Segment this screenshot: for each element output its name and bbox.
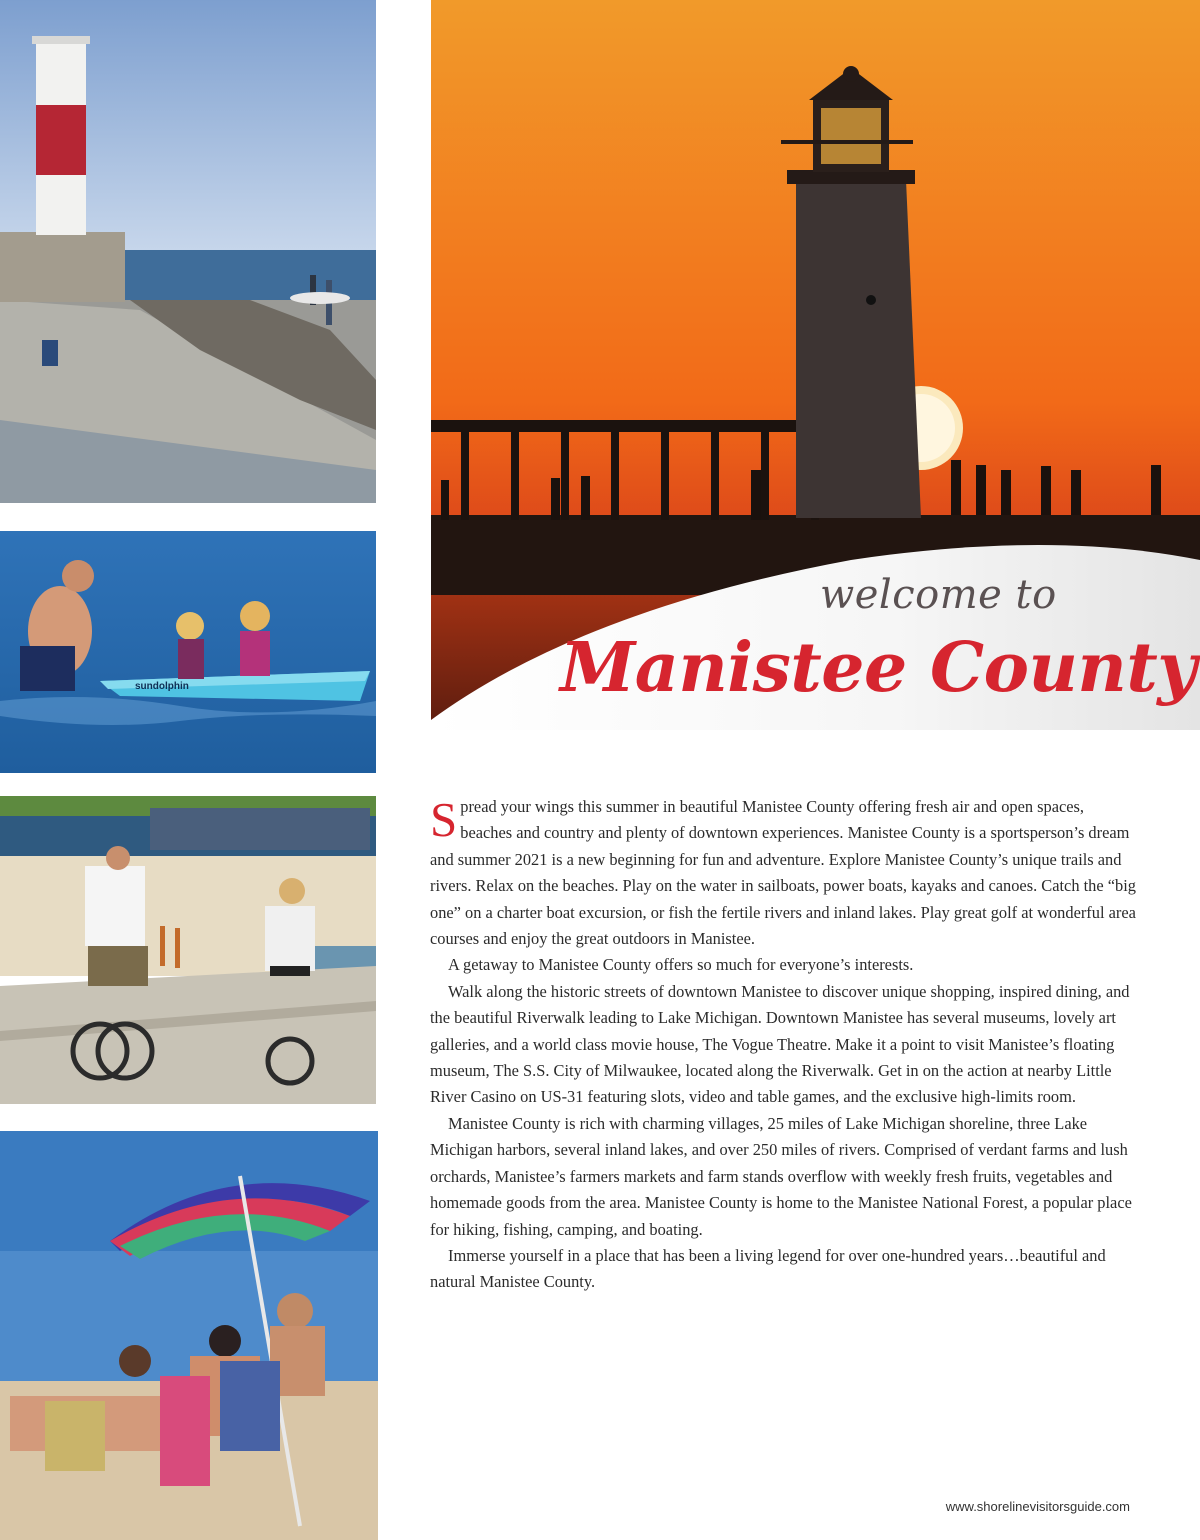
- photo-beach-umbrella: [0, 1131, 378, 1540]
- welcome-subtitle: welcome to: [820, 572, 1057, 618]
- photo-bike-riders: [0, 796, 376, 1104]
- kayak-brand-label: sundolphin: [135, 681, 189, 692]
- page-title: Manistee County: [560, 628, 1197, 708]
- photo-lighthouse-sunset: [431, 0, 1200, 730]
- photo-pier-lighthouse: [0, 0, 376, 503]
- footer-website-url[interactable]: www.shorelinevisitorsguide.com: [945, 1499, 1130, 1514]
- article-body: [430, 794, 1138, 1296]
- photo-kayak-family: [0, 531, 376, 773]
- paragraph-getaway: A getaway to Manistee County offers so much for everyone’s interests.: [448, 955, 914, 975]
- paragraph-closing: Immerse yourself in a place that has been a living legend for over one-hundred years…beautiful and natural Manistee County.: [430, 1245, 1106, 1292]
- paragraph-downtown: Walk along the historic streets of downtown Manistee to discover unique shopping, inspired dining, and the beautiful Riverwalk leading to Lake Michigan. Downtown Manistee has several museums, lovely art galleries, and a world class movie house, The Vogue Theatre. Make it a point to visit Manistee’s floating museum, The S.S. City of Milwaukee, located along the Riverwalk. Get in on the action at nearby Little River Casino on US-31 featuring slots, video and table games, and the exclusive high-limits room.: [430, 981, 1130, 1107]
- paragraph-villages: Manistee County is rich with charming villages, 25 miles of Lake Michigan shoreline, three Lake Michigan harbors, several inland lakes, and over 250 miles of rivers. Comprised of verdant farms and lush orchards, Manistee’s farmers markets and farm stands overflow with weekly fresh fruits, vegetables and homemade goods from the area. Manistee County is home to the Manistee National Forest, a popular place for hiking, fishing, camping, and boating.: [430, 1113, 1132, 1239]
- paragraph-intro-text: pread your wings this summer in beautiful Manistee County offering fresh air and open spaces, beaches and country and plenty of downtown experiences. Manistee County is a sportsperson’s dream and summer 2021 is a new beginning for fun and adventure. Explore Manistee County’s unique trails and rivers. Relax on the beaches. Play on the water in sailboats, power boats, kayaks and canoes. Catch the “big one” on a charter boat excursion, or fish the fertile rivers and inland lakes. Play great golf at wonderful area courses and enjoy the great outdoors in Manistee.: [430, 797, 1136, 949]
- drop-cap-letter: S: [430, 792, 458, 847]
- paragraph-intro: [430, 794, 1138, 952]
